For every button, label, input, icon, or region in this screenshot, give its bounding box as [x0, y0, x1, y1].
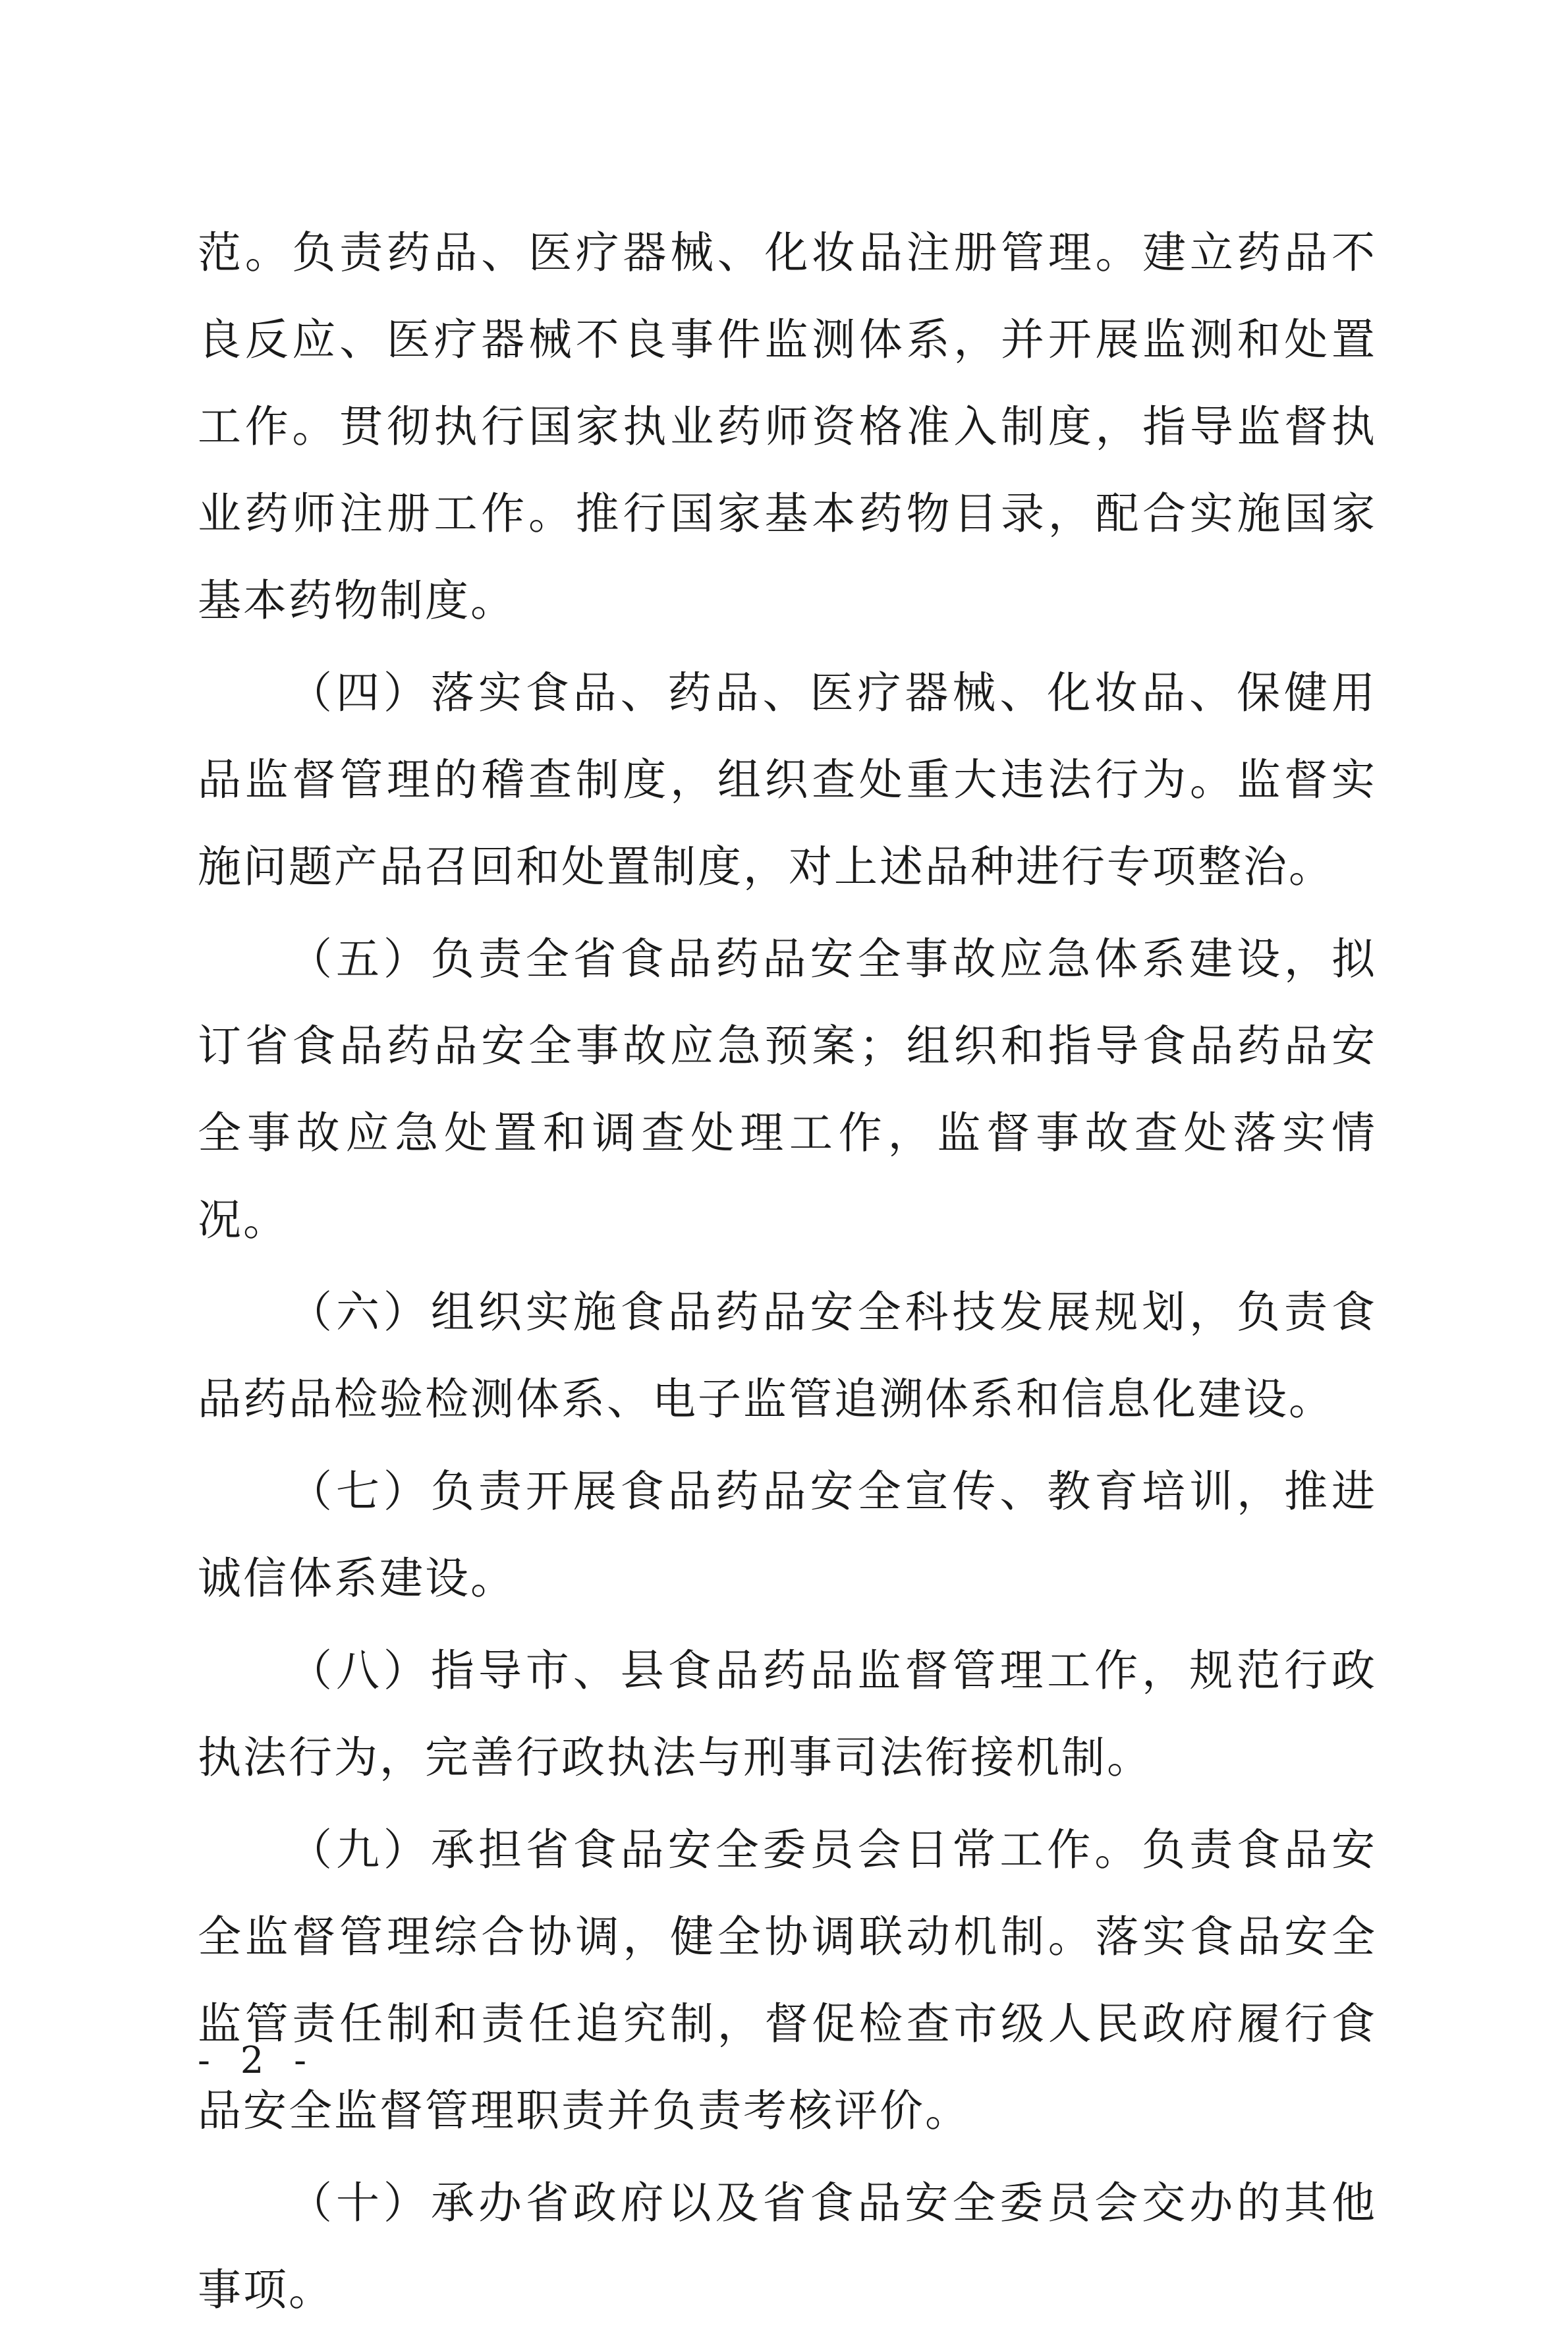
document-body — [198, 210, 1377, 2339]
paragraph-item-6: （六）组织实施食品药品安全科技发展规划，负责食品药品检验检测体系、电子监管追溯体系和信息化建设。 — [198, 1287, 1377, 1424]
paragraph-item-5: （五）负责全省食品药品安全事故应急体系建设，拟订省食品药品安全事故应急预案；组织和指导食品药品安全事故应急处置和调查处理工作，监督事故查处落实情况。 — [198, 934, 1377, 1245]
paragraph-item-9: （九）承担省食品安全委员会日常工作。负责食品安全监督管理综合协调，健全协调联动机制。落实食品安全监管责任制和责任追究制，督促检查市级人民政府履行食品安全监督管理职责并负责考核评价。 — [198, 1824, 1377, 2136]
paragraph-continuation: 范。负责药品、医疗器械、化妆品注册管理。建立药品不良反应、医疗器械不良事件监测体系，并开展监测和处置工作。贯彻执行国家执业药师资格准入制度，指导监督执业药师注册工作。推行国家基本药物目录，配合实施国家基本药物制度。 — [198, 227, 1377, 626]
paragraph-item-8: （八）指导市、县食品药品监督管理工作，规范行政执法行为，完善行政执法与刑事司法衔接机制。 — [198, 1645, 1377, 1783]
page-number: - 2 - — [198, 2039, 316, 2082]
paragraph-item-10: （十）承办省政府以及省食品安全委员会交办的其他事项。 — [198, 2178, 1377, 2315]
paragraph-item-7: （七）负责开展食品药品安全宣传、教育培训，推进诚信体系建设。 — [198, 1466, 1377, 1604]
paragraph-item-4: （四）落实食品、药品、医疗器械、化妆品、保健用品监督管理的稽查制度，组织查处重大违法行为。监督实施问题产品召回和处置制度，对上述品种进行专项整治。 — [198, 667, 1377, 892]
